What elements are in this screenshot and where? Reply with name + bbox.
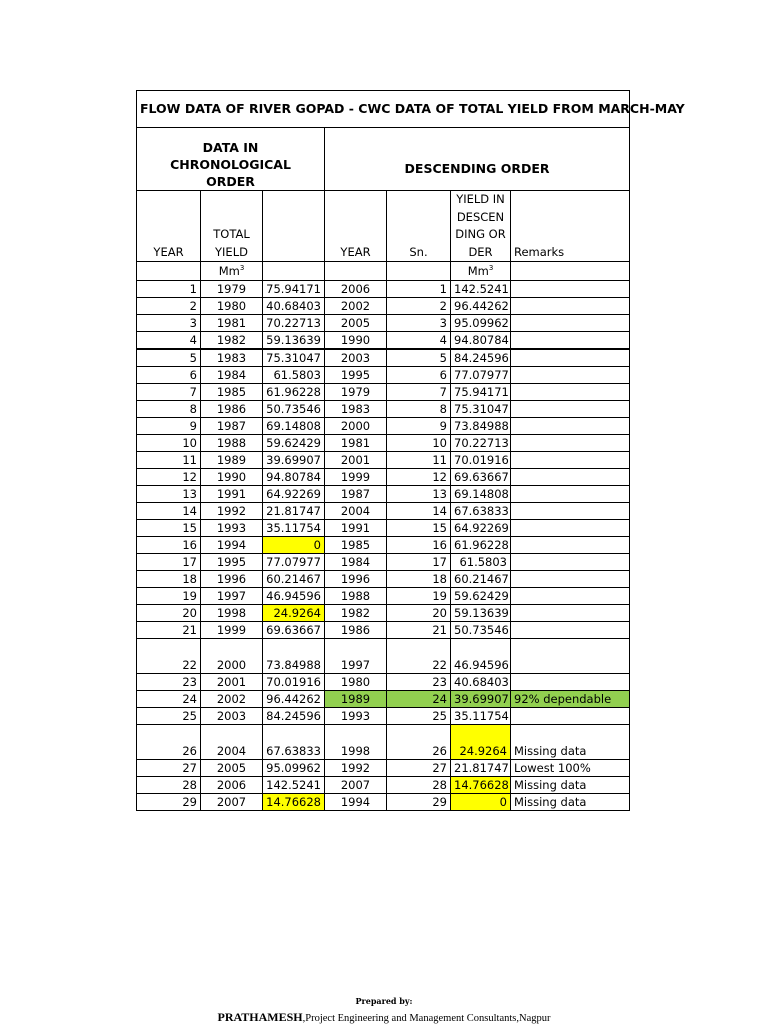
- year-cell: 1993: [201, 520, 263, 537]
- unit-blank: [325, 262, 387, 281]
- table-row: [137, 588, 630, 605]
- remarks-cell: [511, 503, 630, 520]
- total-yield-cell: 39.69907: [263, 452, 325, 469]
- table-row: [137, 349, 630, 367]
- descending-yield-cell: 142.5241: [451, 281, 511, 298]
- remarks-cell: [511, 639, 630, 674]
- descending-year-cell: 1982: [325, 605, 387, 622]
- remarks-cell: [511, 452, 630, 469]
- row-number: 14: [137, 503, 201, 520]
- descending-yield-cell: 69.63667: [451, 469, 511, 486]
- row-number: 27: [137, 760, 201, 777]
- table-row: [137, 384, 630, 401]
- serial-number-cell: 2: [387, 298, 451, 315]
- descending-yield-cell: 77.07977: [451, 367, 511, 384]
- table-row: [137, 571, 630, 588]
- total-yield-cell: 21.81747: [263, 503, 325, 520]
- descending-year-cell: 2000: [325, 418, 387, 435]
- year-cell: 1984: [201, 367, 263, 384]
- serial-number-cell: 28: [387, 777, 451, 794]
- year-cell: 2002: [201, 691, 263, 708]
- serial-number-cell: 14: [387, 503, 451, 520]
- serial-number-cell: 10: [387, 435, 451, 452]
- row-number: 26: [137, 725, 201, 760]
- remarks-cell: Missing data: [511, 777, 630, 794]
- year-cell: 2006: [201, 777, 263, 794]
- year-cell: 1989: [201, 452, 263, 469]
- remarks-cell: [511, 315, 630, 332]
- remarks-cell: [511, 571, 630, 588]
- descending-year-cell: 1993: [325, 708, 387, 725]
- descending-year-cell: 2007: [325, 777, 387, 794]
- serial-number-cell: 3: [387, 315, 451, 332]
- unit-left: [201, 262, 263, 281]
- organization-details: ,Project Engineering and Management Consultants,Nagpur: [302, 1013, 551, 1024]
- total-yield-cell: 46.94596: [263, 588, 325, 605]
- descending-yield-cell: 35.11754: [451, 708, 511, 725]
- remarks-cell: [511, 401, 630, 418]
- total-yield-cell: 59.13639: [263, 332, 325, 350]
- title-row: [137, 91, 630, 128]
- table-row: [137, 520, 630, 537]
- remarks-cell: [511, 469, 630, 486]
- section-descending: DESCENDING ORDER: [325, 128, 630, 191]
- descending-year-cell: 1990: [325, 332, 387, 350]
- total-yield-cell: 94.80784: [263, 469, 325, 486]
- table-row: [137, 674, 630, 691]
- table-title: FLOW DATA OF RIVER GOPAD - CWC DATA OF TOTAL YIELD FROM MARCH-MAY: [137, 91, 630, 128]
- descending-year-cell: 1991: [325, 520, 387, 537]
- unit-blank: [387, 262, 451, 281]
- descending-year-cell: 1981: [325, 435, 387, 452]
- row-number: 10: [137, 435, 201, 452]
- remarks-cell: [511, 674, 630, 691]
- descending-year-cell: 2001: [325, 452, 387, 469]
- row-number: 28: [137, 777, 201, 794]
- descending-yield-cell: 14.76628: [451, 777, 511, 794]
- year-cell: 1991: [201, 486, 263, 503]
- year-cell: 1995: [201, 554, 263, 571]
- serial-number-cell: 25: [387, 708, 451, 725]
- descending-year-cell: 2003: [325, 349, 387, 367]
- serial-number-cell: 5: [387, 349, 451, 367]
- unit-blank: [511, 262, 630, 281]
- total-yield-cell: 95.09962: [263, 760, 325, 777]
- row-number: 8: [137, 401, 201, 418]
- total-yield-cell: 60.21467: [263, 571, 325, 588]
- total-yield-cell: 73.84988: [263, 639, 325, 674]
- serial-number-cell: 12: [387, 469, 451, 486]
- yield-data-table: [136, 90, 685, 811]
- total-yield-cell: 0: [263, 537, 325, 554]
- descending-year-cell: 1984: [325, 554, 387, 571]
- remarks-cell: [511, 384, 630, 401]
- row-number: 11: [137, 452, 201, 469]
- row-number: 2: [137, 298, 201, 315]
- year-cell: 1980: [201, 298, 263, 315]
- table-row: [137, 537, 630, 554]
- remarks-cell: [511, 708, 630, 725]
- organization-name: PRATHAMESH: [217, 1010, 303, 1024]
- descending-year-cell: 1987: [325, 486, 387, 503]
- descending-yield-cell: 75.31047: [451, 401, 511, 418]
- total-yield-cell: 69.63667: [263, 622, 325, 639]
- serial-number-cell: 17: [387, 554, 451, 571]
- serial-number-cell: 29: [387, 794, 451, 811]
- year-cell: 1987: [201, 418, 263, 435]
- descending-year-cell: 1998: [325, 725, 387, 760]
- descending-yield-cell: 59.13639: [451, 605, 511, 622]
- descending-year-cell: 1994: [325, 794, 387, 811]
- table-row: [137, 605, 630, 622]
- row-number: 1: [137, 281, 201, 298]
- year-cell: 2001: [201, 674, 263, 691]
- header-total-yield: TOTAL YIELD: [201, 191, 263, 262]
- year-cell: 2005: [201, 760, 263, 777]
- table-row: [137, 639, 630, 674]
- remarks-cell: [511, 349, 630, 367]
- descending-year-cell: 1999: [325, 469, 387, 486]
- remarks-cell: [511, 554, 630, 571]
- table-row: [137, 486, 630, 503]
- serial-number-cell: 7: [387, 384, 451, 401]
- unit-blank: [137, 262, 201, 281]
- row-number: 15: [137, 520, 201, 537]
- remarks-cell: 92% dependable: [511, 691, 630, 708]
- total-yield-cell: 69.14808: [263, 418, 325, 435]
- row-number: 18: [137, 571, 201, 588]
- table-body: [137, 91, 685, 811]
- unit-row: [137, 262, 630, 281]
- descending-year-cell: 1995: [325, 367, 387, 384]
- table-row: [137, 315, 630, 332]
- descending-yield-cell: 84.24596: [451, 349, 511, 367]
- remarks-cell: Missing data: [511, 794, 630, 811]
- header-remarks: Remarks: [511, 191, 630, 262]
- year-cell: 1979: [201, 281, 263, 298]
- table-row: [137, 708, 630, 725]
- remarks-cell: Lowest 100%: [511, 760, 630, 777]
- section-chronological: DATA IN CHRONOLOGICAL ORDER: [137, 128, 325, 191]
- descending-year-cell: 2005: [325, 315, 387, 332]
- unit-left-text: Mm: [218, 264, 240, 278]
- header-yield-descending: YIELD IN DESCENDING ORDER: [451, 191, 511, 262]
- total-yield-cell: 40.68403: [263, 298, 325, 315]
- serial-number-cell: 27: [387, 760, 451, 777]
- total-yield-cell: 64.92269: [263, 486, 325, 503]
- total-yield-cell: 96.44262: [263, 691, 325, 708]
- unit-right-text: Mm: [467, 264, 489, 278]
- remarks-cell: [511, 588, 630, 605]
- total-yield-cell: 70.22713: [263, 315, 325, 332]
- row-number: 3: [137, 315, 201, 332]
- year-cell: 1999: [201, 622, 263, 639]
- descending-yield-cell: 59.62429: [451, 588, 511, 605]
- header-year: YEAR: [137, 191, 201, 262]
- table-row: [137, 367, 630, 384]
- table-row: [137, 760, 630, 777]
- serial-number-cell: 24: [387, 691, 451, 708]
- descending-year-cell: 1992: [325, 760, 387, 777]
- serial-number-cell: 9: [387, 418, 451, 435]
- remarks-cell: [511, 537, 630, 554]
- descending-yield-cell: 67.63833: [451, 503, 511, 520]
- year-cell: 1998: [201, 605, 263, 622]
- serial-number-cell: 20: [387, 605, 451, 622]
- header-blank: [263, 191, 325, 262]
- year-cell: 2003: [201, 708, 263, 725]
- year-cell: 1983: [201, 349, 263, 367]
- total-yield-cell: 67.63833: [263, 725, 325, 760]
- header-row: [137, 191, 630, 262]
- year-cell: 1985: [201, 384, 263, 401]
- remarks-cell: [511, 622, 630, 639]
- header-sn: Sn.: [387, 191, 451, 262]
- descending-yield-cell: 39.69907: [451, 691, 511, 708]
- descending-year-cell: 1983: [325, 401, 387, 418]
- year-cell: 1996: [201, 571, 263, 588]
- table-row: [137, 332, 630, 350]
- descending-year-cell: 1979: [325, 384, 387, 401]
- serial-number-cell: 21: [387, 622, 451, 639]
- section-row: [137, 128, 630, 191]
- year-cell: 2000: [201, 639, 263, 674]
- total-yield-cell: 61.96228: [263, 384, 325, 401]
- row-number: 12: [137, 469, 201, 486]
- table-row: [137, 503, 630, 520]
- descending-yield-cell: 70.01916: [451, 452, 511, 469]
- serial-number-cell: 18: [387, 571, 451, 588]
- descending-yield-cell: 70.22713: [451, 435, 511, 452]
- table-row: [137, 794, 630, 811]
- descending-yield-cell: 96.44262: [451, 298, 511, 315]
- total-yield-cell: 14.76628: [263, 794, 325, 811]
- descending-yield-cell: 75.94171: [451, 384, 511, 401]
- descending-yield-cell: 69.14808: [451, 486, 511, 503]
- serial-number-cell: 23: [387, 674, 451, 691]
- remarks-cell: Missing data: [511, 725, 630, 760]
- row-number: 20: [137, 605, 201, 622]
- table-row: [137, 777, 630, 794]
- row-number: 13: [137, 486, 201, 503]
- descending-year-cell: 1988: [325, 588, 387, 605]
- descending-year-cell: 2006: [325, 281, 387, 298]
- row-number: 5: [137, 349, 201, 367]
- total-yield-cell: 77.07977: [263, 554, 325, 571]
- descending-yield-cell: 40.68403: [451, 674, 511, 691]
- total-yield-cell: 35.11754: [263, 520, 325, 537]
- table-row: [137, 281, 630, 298]
- row-number: 22: [137, 639, 201, 674]
- table-row: [137, 435, 630, 452]
- serial-number-cell: 13: [387, 486, 451, 503]
- remarks-cell: [511, 486, 630, 503]
- remarks-cell: [511, 435, 630, 452]
- year-cell: 1990: [201, 469, 263, 486]
- remarks-cell: [511, 332, 630, 350]
- row-number: 9: [137, 418, 201, 435]
- descending-year-cell: 1985: [325, 537, 387, 554]
- total-yield-cell: 50.73546: [263, 401, 325, 418]
- organization-credit: [0, 1010, 768, 1025]
- total-yield-cell: 75.94171: [263, 281, 325, 298]
- total-yield-cell: 24.9264: [263, 605, 325, 622]
- year-cell: 2004: [201, 725, 263, 760]
- row-number: 17: [137, 554, 201, 571]
- prepared-by-label: Prepared by:: [355, 996, 413, 1006]
- descending-yield-cell: 64.92269: [451, 520, 511, 537]
- descending-year-cell: 1980: [325, 674, 387, 691]
- row-number: 29: [137, 794, 201, 811]
- total-yield-cell: 142.5241: [263, 777, 325, 794]
- descending-yield-cell: 95.09962: [451, 315, 511, 332]
- unit-left-exp: 3: [239, 264, 245, 272]
- descending-yield-cell: 46.94596: [451, 639, 511, 674]
- descending-yield-cell: 61.5803: [451, 554, 511, 571]
- year-cell: 1988: [201, 435, 263, 452]
- year-cell: 2007: [201, 794, 263, 811]
- row-number: 21: [137, 622, 201, 639]
- serial-number-cell: 22: [387, 639, 451, 674]
- serial-number-cell: 4: [387, 332, 451, 350]
- remarks-cell: [511, 418, 630, 435]
- row-number: 19: [137, 588, 201, 605]
- descending-yield-cell: 61.96228: [451, 537, 511, 554]
- descending-year-cell: 1996: [325, 571, 387, 588]
- total-yield-cell: 70.01916: [263, 674, 325, 691]
- year-cell: 1997: [201, 588, 263, 605]
- table-row: [137, 622, 630, 639]
- remarks-cell: [511, 298, 630, 315]
- descending-yield-cell: 24.9264: [451, 725, 511, 760]
- unit-right-exp: 3: [488, 264, 494, 272]
- serial-number-cell: 26: [387, 725, 451, 760]
- table-row: [137, 469, 630, 486]
- descending-year-cell: 1989: [325, 691, 387, 708]
- table-row: [137, 554, 630, 571]
- row-number: 4: [137, 332, 201, 350]
- year-cell: 1994: [201, 537, 263, 554]
- row-number: 25: [137, 708, 201, 725]
- remarks-cell: [511, 605, 630, 622]
- unit-blank: [263, 262, 325, 281]
- year-cell: 1992: [201, 503, 263, 520]
- remarks-cell: [511, 367, 630, 384]
- descending-yield-cell: 60.21467: [451, 571, 511, 588]
- table-row: [137, 401, 630, 418]
- row-number: 24: [137, 691, 201, 708]
- row-number: 16: [137, 537, 201, 554]
- descending-yield-cell: 50.73546: [451, 622, 511, 639]
- serial-number-cell: 6: [387, 367, 451, 384]
- table-row: [137, 452, 630, 469]
- year-cell: 1981: [201, 315, 263, 332]
- remarks-cell: [511, 281, 630, 298]
- total-yield-cell: 61.5803: [263, 367, 325, 384]
- descending-yield-cell: 94.80784: [451, 332, 511, 350]
- row-number: 23: [137, 674, 201, 691]
- row-number: 7: [137, 384, 201, 401]
- serial-number-cell: 19: [387, 588, 451, 605]
- table-row: [137, 418, 630, 435]
- unit-right: [451, 262, 511, 281]
- table-row: [137, 691, 630, 708]
- year-cell: 1982: [201, 332, 263, 350]
- descending-year-cell: 2002: [325, 298, 387, 315]
- year-cell: 1986: [201, 401, 263, 418]
- serial-number-cell: 8: [387, 401, 451, 418]
- remarks-cell: [511, 520, 630, 537]
- serial-number-cell: 15: [387, 520, 451, 537]
- header-year-descending: YEAR: [325, 191, 387, 262]
- descending-year-cell: 2004: [325, 503, 387, 520]
- total-yield-cell: 84.24596: [263, 708, 325, 725]
- descending-year-cell: 1986: [325, 622, 387, 639]
- serial-number-cell: 16: [387, 537, 451, 554]
- descending-yield-cell: 0: [451, 794, 511, 811]
- descending-year-cell: 1997: [325, 639, 387, 674]
- descending-yield-cell: 21.81747: [451, 760, 511, 777]
- table-row: [137, 725, 630, 760]
- row-number: 6: [137, 367, 201, 384]
- serial-number-cell: 11: [387, 452, 451, 469]
- table-row: [137, 298, 630, 315]
- descending-yield-cell: 73.84988: [451, 418, 511, 435]
- total-yield-cell: 59.62429: [263, 435, 325, 452]
- serial-number-cell: 1: [387, 281, 451, 298]
- total-yield-cell: 75.31047: [263, 349, 325, 367]
